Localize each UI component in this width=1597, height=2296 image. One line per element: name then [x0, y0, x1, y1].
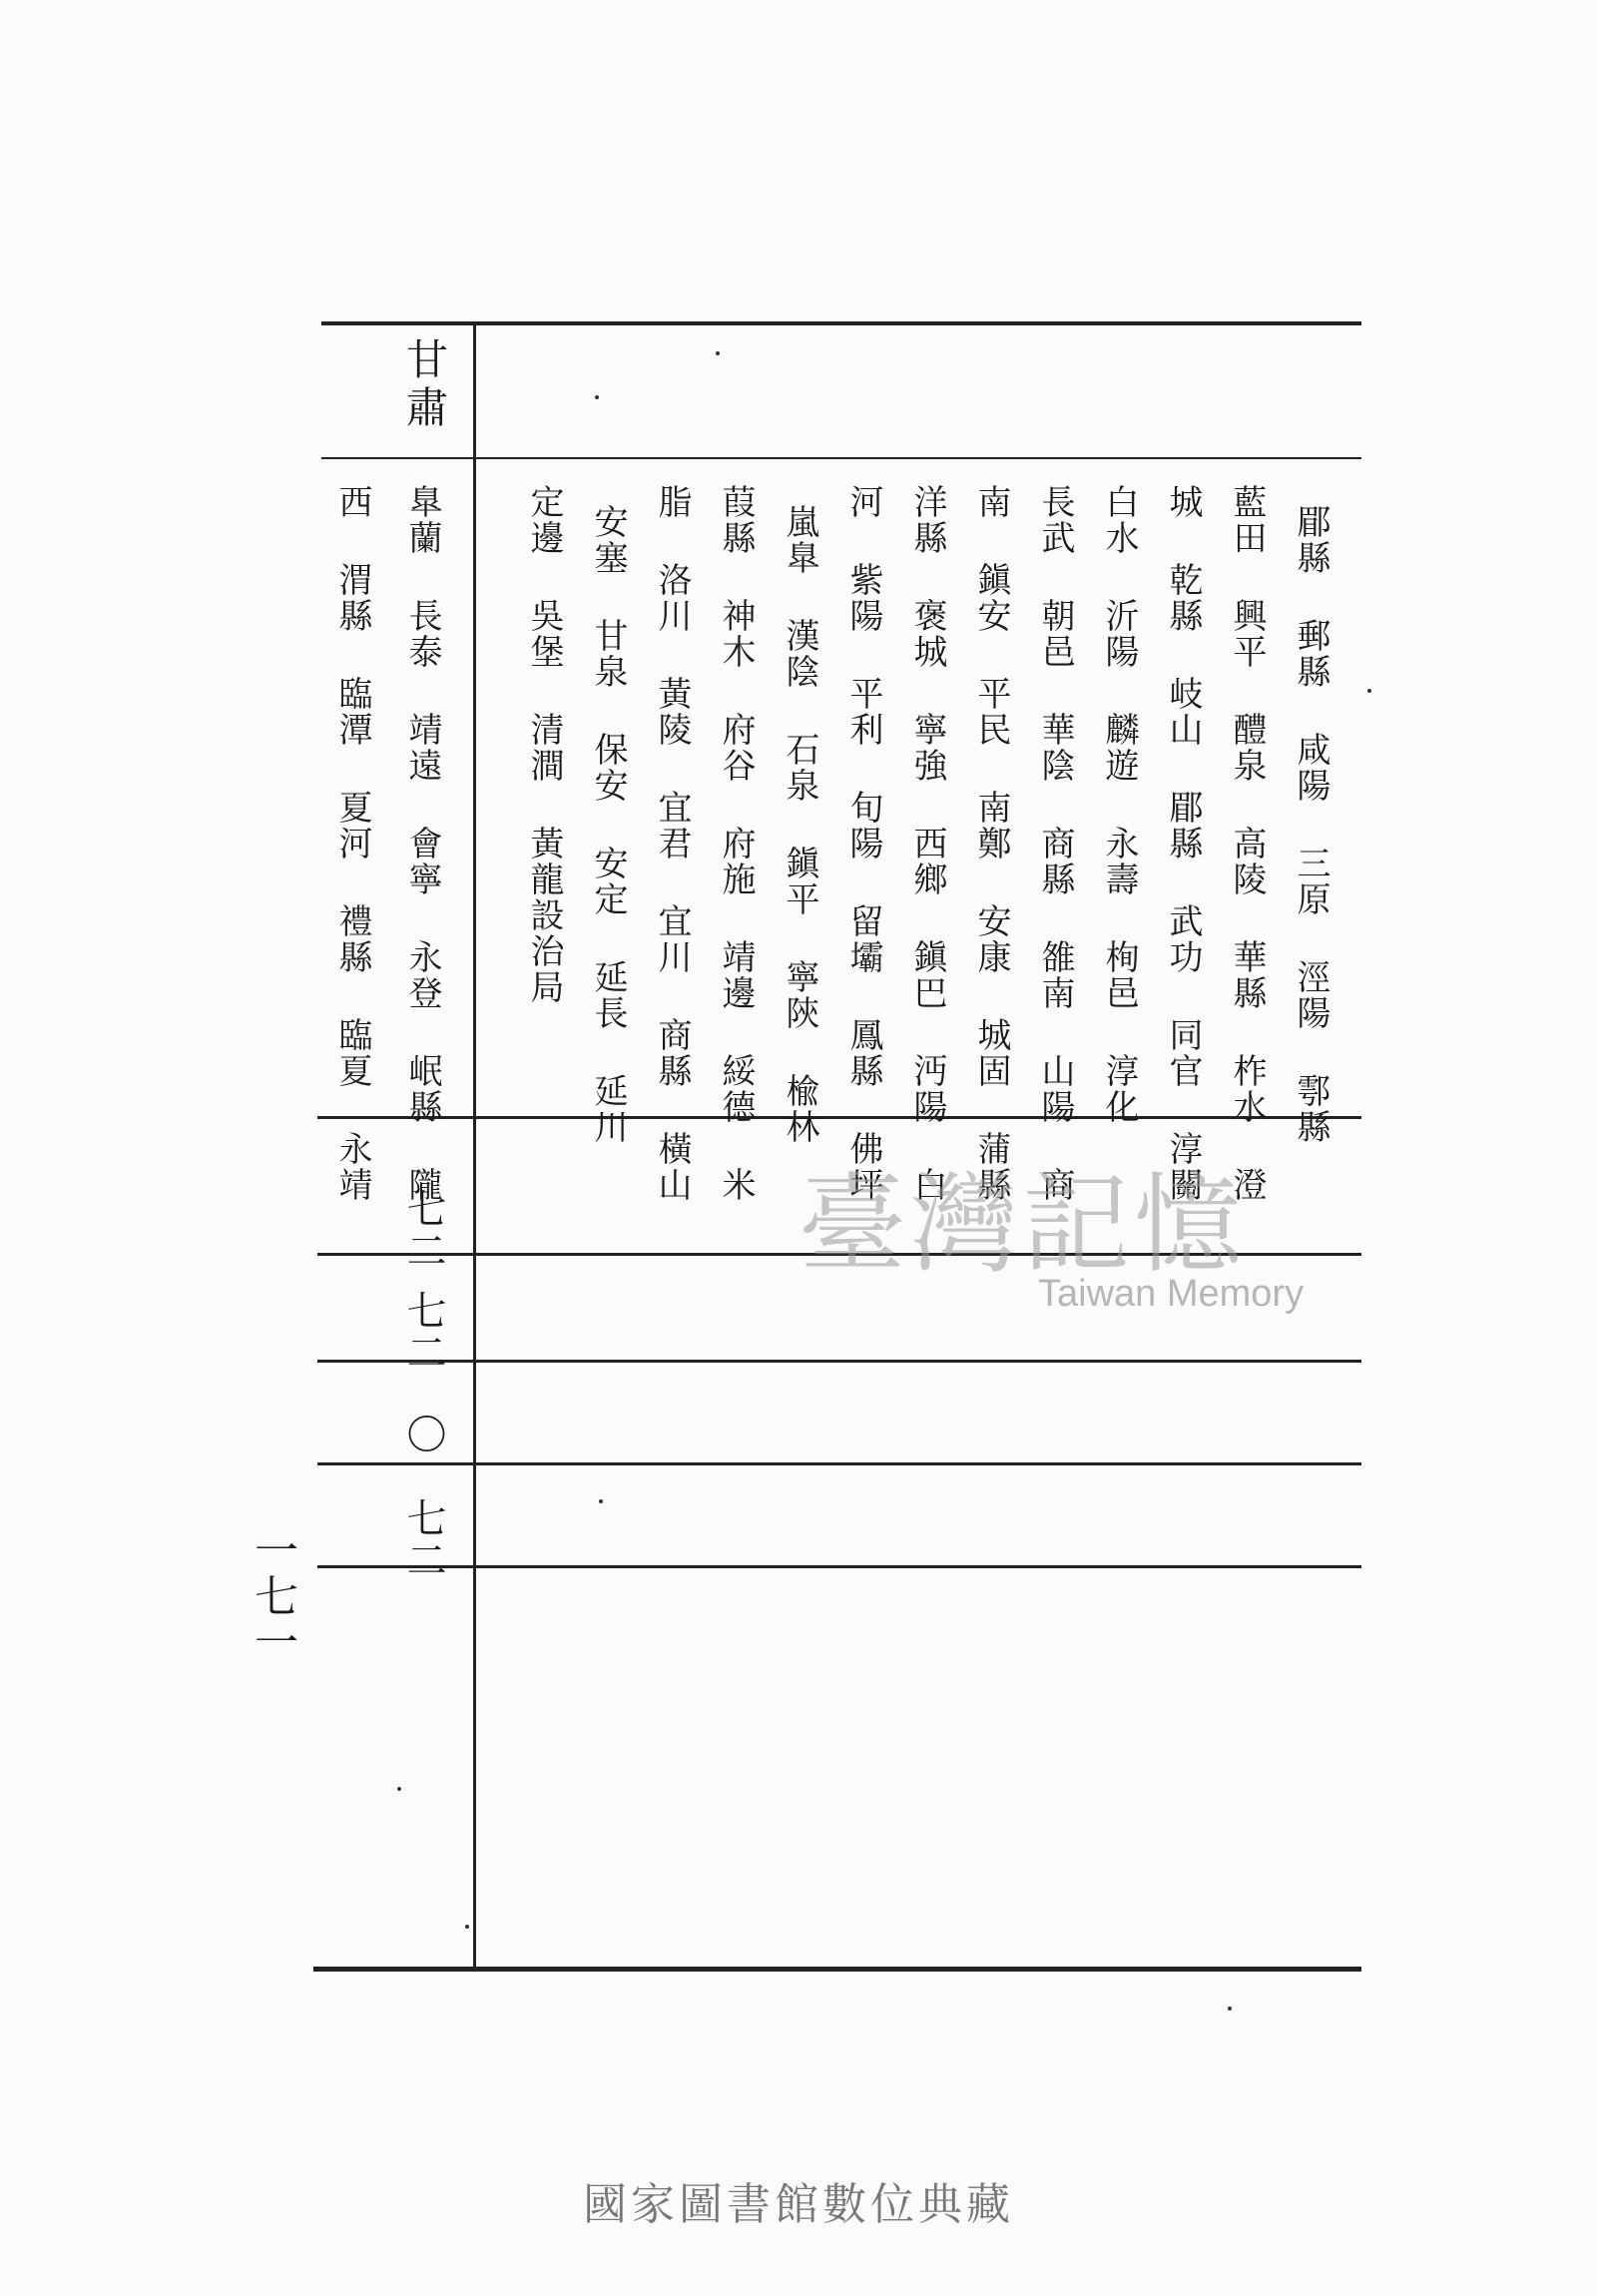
bottom-rule — [313, 1967, 1361, 1972]
number-cell: 七二 — [400, 1290, 446, 1374]
body-column: 藍田 興平 醴泉 高陵 華縣 柞水 澄 — [1227, 484, 1267, 1203]
scan-speck — [599, 1499, 603, 1503]
body-column: 洋縣 褒城 寧強 西鄉 鎭巴 沔陽 白 — [907, 484, 947, 1203]
body-column: 白水 沂陽 麟遊 永壽 栒邑 淳化 — [1099, 484, 1139, 1125]
body-column: 河 紫陽 平利 旬陽 留壩 鳳縣 佛坪 — [843, 484, 883, 1203]
scan-speck — [1367, 689, 1371, 693]
body-column: 安塞 甘泉 保安 安定 延長 延川 — [588, 504, 628, 1145]
scan-speck — [397, 1787, 401, 1791]
watermark-chinese: 臺灣記憶 — [798, 1163, 1247, 1288]
body-column: 長武 朝邑 華陰 商縣 雒南 山陽 商 — [1035, 484, 1075, 1203]
body-column: 郿縣 郵縣 咸陽 三原 涇陽 鄠縣 — [1291, 504, 1331, 1145]
scan-speck — [716, 351, 720, 355]
page-number: 一七一 — [247, 1527, 297, 1665]
watermark-english: Taiwan Memory — [1038, 1273, 1305, 1315]
number-cell: 七二 — [400, 1497, 446, 1581]
body-column: 南 鎭安 平民 南鄭 安康 城固 蒲縣 — [971, 484, 1011, 1203]
body-column: 葭縣 神木 府谷 府施 靖邊 綏德 米 — [716, 484, 756, 1203]
body-column: 定邊 吳堡 清澗 黃龍設治局 — [524, 484, 564, 1005]
footer-credit: 國家圖書館數位典藏 — [583, 2179, 1014, 2230]
body-column: 嵐臯 漢陰 石泉 鎭平 寧陝 楡林 — [780, 504, 819, 1145]
province-header: 甘肅 — [400, 337, 449, 433]
scan-speck — [1228, 2007, 1232, 2010]
number-cell: 〇 — [400, 1414, 446, 1455]
body-column: 脂 洛川 黃陵 宜君 宜川 商縣 橫山 — [652, 484, 692, 1203]
body-column: 城 乾縣 岐山 郿縣 武功 同官 淳關 — [1163, 484, 1203, 1203]
scan-speck — [595, 395, 599, 399]
number-cell: 七二 — [400, 1188, 446, 1272]
scan-speck — [465, 1925, 469, 1929]
left-column: 臯蘭 長泰 靖遠 會寧 永登 岷縣 隴 — [402, 484, 442, 1203]
left-column: 西 渭縣 臨潭 夏河 禮縣 臨夏 永靖 — [332, 484, 372, 1203]
header-rule — [321, 457, 1361, 459]
top-rule — [321, 321, 1361, 325]
column-divider — [473, 321, 476, 1969]
